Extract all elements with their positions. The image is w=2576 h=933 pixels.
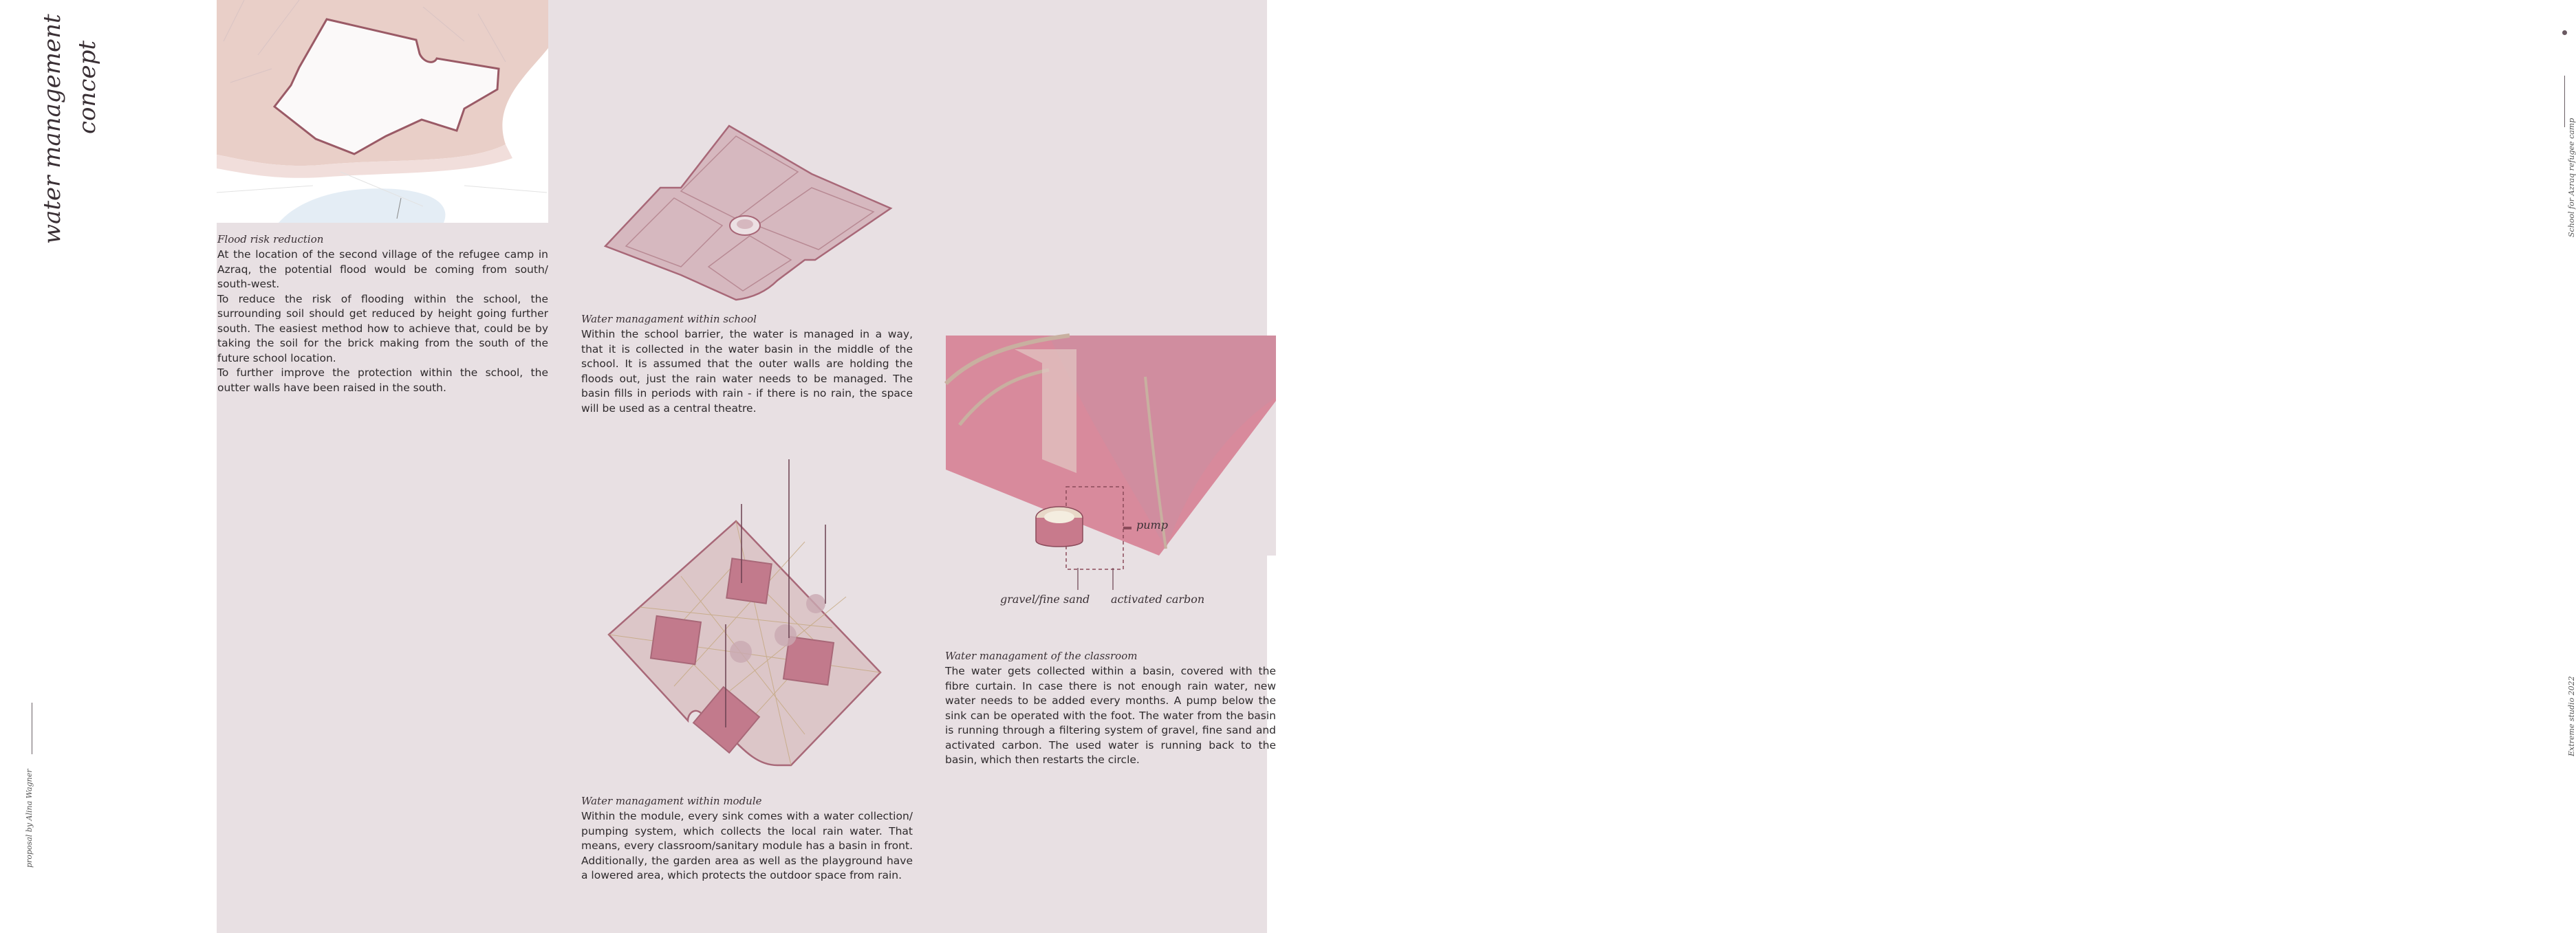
page-title: water management [39,14,66,244]
classroom-caption: Water managament of the classroom [945,650,1138,662]
page-subtitle: concept [74,41,101,134]
school-plan-diagram [598,122,901,305]
classroom-section-diagram [946,336,1276,556]
page-indicator-dot [2562,30,2567,35]
module-paragraph: Within the module, every sink comes with a water collection/ pumping system, which collects the local rain water. That means, every classroom/sanitary module has a basin in front. Additionally, the garden area as well as the playground have a lowered area, which protects the outdoor space from rain. [581,810,913,881]
flood-paragraph: To reduce the risk of flooding within the school, the surrounding soil should get reduced by height going further south. The easiest method how to achieve that, could be by taking the soil for the brick making from the south of the future school location. [217,292,548,364]
module-caption: Water managament within module [581,795,762,807]
flood-caption: Flood risk reduction [217,233,324,245]
gravel-label: gravel/fine sand [1000,593,1090,606]
school-caption: Water managament within school [581,313,757,325]
right-divider [2564,76,2565,127]
left-sidebar [0,0,217,933]
flood-text [217,248,548,395]
flood-paragraph: To further improve the protection within the school, the outter walls have been raised in the south. [217,366,548,394]
pump-label: pump [1136,518,1168,531]
module-text [581,809,913,883]
studio-credit: Extreme studio 2022 [2567,676,2576,756]
classroom-paragraph: The water gets collected within a basin, covered with the fibre curtain. In case there is not enough rain water, new water needs to be added every months. A pump below the sink can be operated with the foot. The water from the basin is running through a filtering system of gravel, fine sand and activated carbon. The used water is running back to the basin, which then restarts the circle. [945,665,1276,766]
flood-paragraph: At the location of the second village of the refugee camp in Azraq, the potential flood would be coming from south/ south-west. [217,248,548,290]
author-credit: proposal by Alina Wagner [25,769,34,868]
classroom-text [945,664,1276,768]
carbon-label: activated carbon [1111,593,1205,606]
flood-site-map [217,0,548,223]
school-text [581,327,913,416]
module-plan-diagram [598,459,887,769]
school-paragraph: Within the school barrier, the water is managed in a way, that it is collected in the water basin in the middle of the school. It is assumed that the outer walls are holding the floods out, just the rain water needs to be managed. The basin fills in periods with rain - if there is no rain, the space will be used as a central theatre. [581,328,913,415]
project-title: School for Azraq refugee camp [2567,118,2576,237]
